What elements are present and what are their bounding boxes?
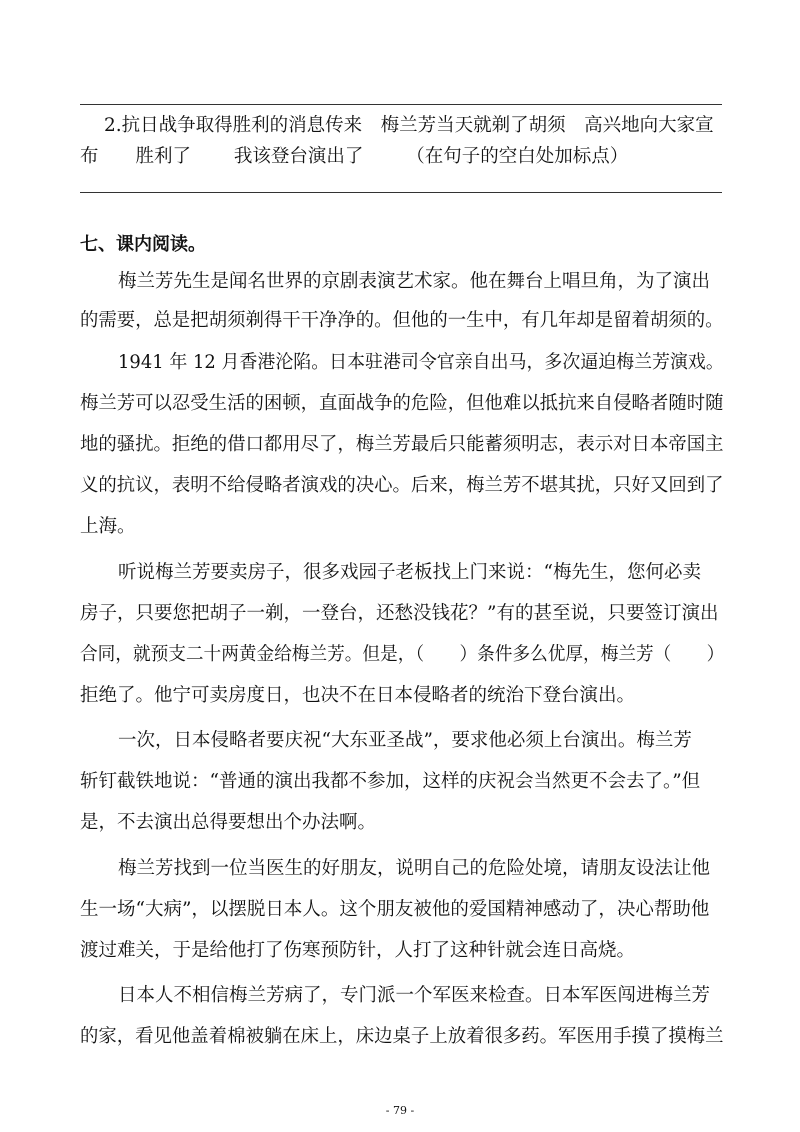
passage-line: 一次，日本侵略者要庆祝“大东亚圣战”，要求他必须上台演出。梅兰芳 [118, 730, 692, 751]
page-number: - 79 - [385, 1104, 415, 1117]
answer-line-top [80, 104, 722, 105]
question-2-line-2: 布 胜利了 我该登台演出了 （在句子的空白处加标点） [80, 146, 629, 167]
passage-line: 的家，看见他盖着棉被躺在床上，床边桌子上放着很多药。军医用手摸了摸梅兰 [80, 1026, 724, 1047]
passage-line: 房子，只要您把胡子一剃，一登台，还愁没钱花？”有的甚至说，只要签订演出 [80, 603, 719, 624]
passage-line: 1941 年 12 月香港沦陷。日本驻港司令官亲自出马，多次逼迫梅兰芳演戏。 [118, 352, 724, 373]
passage-line: 义的抗议，表明不给侵略者演戏的决心。后来，梅兰芳不堪其扰，只好又回到了 [80, 475, 724, 496]
passage-line: 梅兰芳可以忍受生活的困顿，直面战争的危险，但他难以抵抗来自侵略者随时随 [80, 393, 724, 414]
passage-line: 梅兰芳找到一位当医生的好朋友，说明自己的危险处境，请朋友设法让他 [118, 858, 711, 879]
passage-line: 听说梅兰芳要卖房子，很多戏园子老板找上门来说：“梅先生，您何必卖 [118, 562, 701, 583]
passage-line: 是，不去演出总得要想出个办法啊。 [80, 812, 377, 833]
passage-line: 渡过难关，于是给他打了伤寒预防针，人打了这种针就会连日高烧。 [80, 940, 636, 961]
answer-line-bottom [80, 192, 722, 193]
section-7-heading: 七、课内阅读。 [80, 234, 206, 255]
question-2-line-1: 2.抗日战争取得胜利的消息传来 梅兰芳当天就剃了胡须 高兴地向大家宣 [104, 115, 714, 136]
passage-line: 上海。 [80, 516, 136, 537]
passage-line: 生一场“大病”，以摆脱日本人。这个朋友被他的爱国精神感动了，决心帮助他 [80, 899, 710, 920]
passage-line: 地的骚扰。拒绝的借口都用尽了，梅兰芳最后只能蓄须明志，表示对日本帝国主 [80, 434, 724, 455]
passage-line: 梅兰芳先生是闻名世界的京剧表演艺术家。他在舞台上唱旦角，为了演出 [118, 271, 711, 292]
passage-line: 日本人不相信梅兰芳病了，专门派一个军医来检查。日本军医闯进梅兰芳 [118, 985, 711, 1006]
passage-line: 拒绝了。他宁可卖房度日，也决不在日本侵略者的统治下登台演出。 [80, 685, 636, 706]
passage-line: 斩钉截铁地说：“普通的演出我都不参加，这样的庆祝会当然更不会去了。”但 [80, 771, 701, 792]
passage-line: 的需要，总是把胡须剃得干干净净的。但他的一生中，有几年却是留着胡须的。 [80, 310, 724, 331]
passage-line: 合同，就预支二十两黄金给梅兰芳。但是，（ ）条件多么优厚，梅兰芳（ ） [80, 644, 725, 665]
